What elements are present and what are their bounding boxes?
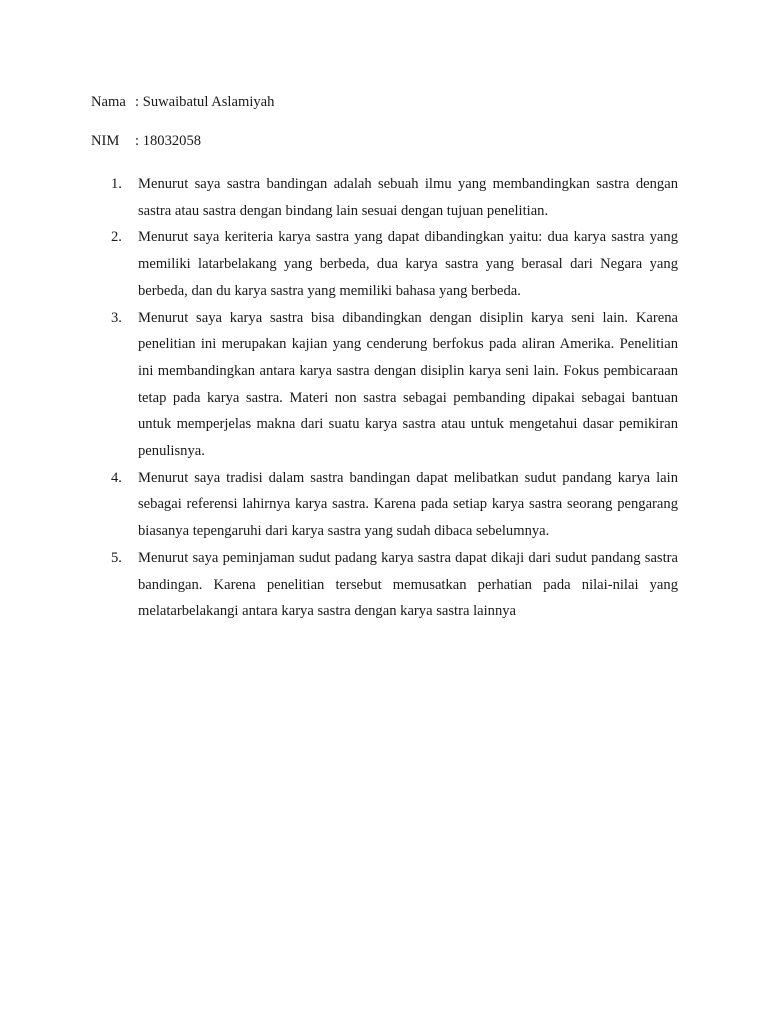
answer-number: 4.	[111, 469, 122, 486]
answer-item-1	[111, 171, 678, 224]
answer-text: Menurut saya keriteria karya sastra yang dapat dibandingkan yaitu: dua karya sastra yang memiliki latarbelakang yang berbeda, dua karya sastra yang berasal dari Negara yang berbeda, dan du karya sastra yang memiliki bahasa yang berbeda.	[138, 229, 678, 299]
answer-number: 2.	[111, 229, 122, 246]
student-name-line	[91, 92, 274, 112]
name-value: : Suwaibatul Aslamiyah	[135, 94, 275, 110]
student-nim-line	[91, 131, 201, 151]
answer-item-4	[111, 465, 678, 545]
nim-value: : 18032058	[135, 133, 202, 149]
answer-text: Menurut saya peminjaman sudut padang karya sastra dapat dikaji dari sudut pandang sastra bandingan. Karena penelitian tersebut memusatkan perhatian pada nilai-nilai yang melatarbelakangi antara karya sastra dengan karya sastra lainnya	[138, 549, 678, 620]
answer-number: 5.	[111, 549, 122, 566]
answer-number: 1.	[111, 176, 122, 192]
answer-item-3	[111, 305, 678, 465]
answer-item-2	[111, 224, 678, 304]
nim-label: NIM	[91, 133, 120, 149]
answer-item-5	[111, 545, 678, 625]
answer-list	[111, 171, 678, 625]
answer-text: Menurut saya karya sastra bisa dibandingkan dengan disiplin karya seni lain. Karena penelitian ini merupakan kajian yang cenderung berfokus pada aliran Amerika. Penelitian ini membandingkan antara karya sastra dengan disiplin karya seni lain. Fokus pembicaraan tetap pada karya sastra. Materi non sastra sebagai pembanding dipakai sebagai bantuan untuk memperjelas makna dari suatu karya sastra atau untuk mengetahui dasar pemikiran penulisnya.	[138, 309, 678, 460]
answer-text: Menurut saya tradisi dalam sastra bandingan dapat melibatkan sudut pandang karya lain sebagai referensi lahirnya karya sastra. Karena pada setiap karya sastra seorang pengarang biasanya tepengaruhi dari karya sastra yang sudah dibaca sebelumnya.	[138, 469, 678, 540]
answer-number: 3.	[111, 309, 122, 326]
answer-text: Menurut saya sastra bandingan adalah sebuah ilmu yang membandingkan sastra dengan sastra atau sastra dengan bindang lain sesuai dengan tujuan penelitian.	[138, 176, 678, 219]
name-label: Nama	[91, 94, 126, 110]
